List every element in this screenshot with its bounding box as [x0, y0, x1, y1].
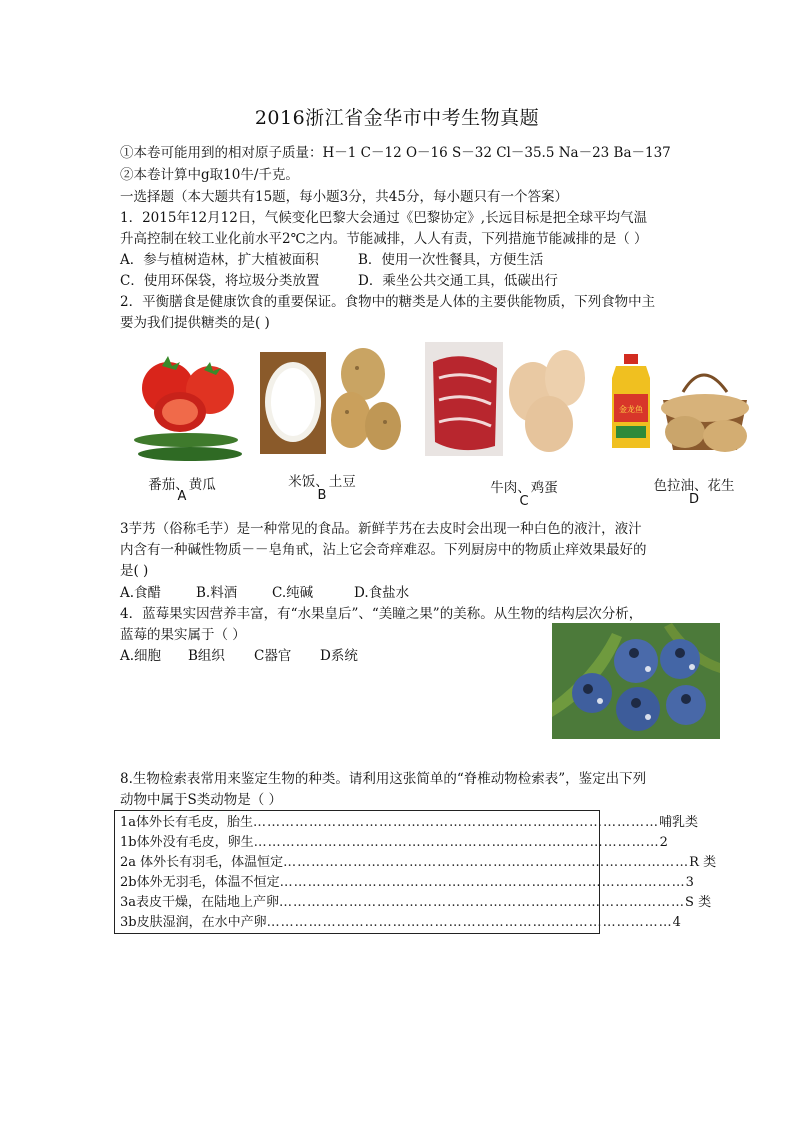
food-caption-d: 色拉油、花生: [653, 478, 735, 494]
page-title: 2016浙江省金华市中考生物真题: [254, 107, 540, 129]
note-gravity: ②本卷计算中g取10牛/千克。: [120, 167, 299, 183]
blueberry-image: [552, 623, 720, 739]
q3-stem-line1: 3芋艿（俗称毛芋）是一种常见的食品。新鲜芋艿在去皮时会出现一种白色的液汁，液汁: [120, 521, 642, 537]
rice-image: [260, 352, 326, 454]
q1-option-b: B．使用一次性餐具，方便生活: [358, 252, 544, 268]
food-letter-d: D: [688, 492, 699, 507]
q4-option-a: A.细胞: [120, 648, 162, 664]
food-caption-c: 牛肉、鸡蛋: [490, 480, 558, 496]
food-caption-b: 米饭、土豆: [288, 474, 356, 490]
q4-option-b: B组织: [188, 648, 225, 664]
tomato-cucumber-image: [124, 342, 248, 466]
q1-option-c: C．使用环保袋，将垃圾分类放置: [120, 273, 320, 289]
key-row-1a: 1a体外长有毛皮，胎生 …………………………………………………………………………… 哺乳类: [120, 815, 699, 830]
food-caption-a: 番茄、黄瓜: [148, 477, 216, 493]
q2-stem-line1: 2．平衡膳食是健康饮食的重要保证。食物中的糖类是人体的主要供能物质，下列食物中主: [120, 294, 656, 310]
potato-image: [325, 342, 405, 454]
q3-options: [120, 583, 409, 603]
vertebrate-key-table: [114, 810, 717, 934]
q3-option-a: A.食醋: [120, 585, 162, 601]
q3-option-b: B.料酒: [196, 585, 238, 601]
q3-stem-line2: 内含有一种碱性物质－－皂角甙，沾上它会奇痒难忍。下列厨房中的物质止痒效果最好的: [120, 542, 647, 558]
key-row-2b: 2b体外无羽毛，体温不恒定 …………………………………………………………………………… 3: [120, 875, 694, 890]
food-letter-a: A: [177, 489, 187, 504]
peanut-image: [655, 352, 753, 456]
q1-stem-line2: 升高控制在较工业化前水平2℃之内。节能减排，人人有责，下列措施节能减排的是（ ）: [120, 231, 648, 247]
note-atomic-mass: ①本卷可能用到的相对原子质量：H－1 C－12 O－16 S－32 Cl－35.5 Na－23 Ba－137: [120, 145, 671, 161]
food-letter-c: C: [519, 494, 529, 509]
q2-stem-line2: 要为我们提供糖类的是( ): [120, 315, 270, 331]
cooking-oil-image: [606, 354, 656, 454]
key-row-1b: 1b体外没有毛皮，卵生 …………………………………………………………………………… 2: [120, 835, 668, 850]
q4-option-d: D系统: [320, 648, 358, 664]
section-heading: 一选择题（本大题共有15题，每小题3分，共45分，每小题只有一个答案）: [120, 189, 568, 205]
q1-option-d: D．乘坐公共交通工具，低碳出行: [358, 273, 558, 289]
beef-image: [425, 342, 503, 456]
q4-stem-line1: 4．蓝莓果实因营养丰富，有“水果皇后”、“美瞳之果”的美称。从生物的结构层次分析，: [120, 606, 643, 622]
q3-option-d: D.食盐水: [354, 585, 410, 601]
q1-options-row1: [120, 250, 543, 270]
q8-stem-line1: 8.生物检索表常用来鉴定生物的种类。请利用这张简单的“脊椎动物检索表”，鉴定出下列: [120, 771, 647, 787]
q4-option-c: C器官: [254, 648, 292, 664]
egg-image: [503, 342, 589, 456]
q4-options: [120, 646, 358, 666]
q1-options-row2: [120, 271, 558, 291]
food-letter-b: B: [317, 488, 327, 503]
q3-stem-line3: 是( ): [120, 563, 149, 579]
oil-brand-label: 金龙鱼: [619, 405, 643, 414]
key-row-3a: 3a表皮干燥，在陆地上产卵 …………………………………………………………………………… S 类: [120, 895, 712, 910]
q3-option-c: C.纯碱: [272, 585, 314, 601]
q1-option-a: A．参与植树造林，扩大植被面积: [120, 252, 319, 268]
q1-stem-line1: 1．2015年12月12日，气候变化巴黎大会通过《巴黎协定》,长远目标是把全球平均气温: [120, 210, 648, 226]
q4-stem-line2: 蓝莓的果实属于（ ）: [120, 627, 246, 643]
key-row-2a: 2a 体外长有羽毛，体温恒定 …………………………………………………………………………… R 类: [120, 855, 717, 870]
key-row-3b: 3b皮肤湿润，在水中产卵 …………………………………………………………………………… 4: [120, 915, 681, 930]
q8-stem-line2: 动物中属于S类动物是（ ）: [120, 792, 283, 808]
